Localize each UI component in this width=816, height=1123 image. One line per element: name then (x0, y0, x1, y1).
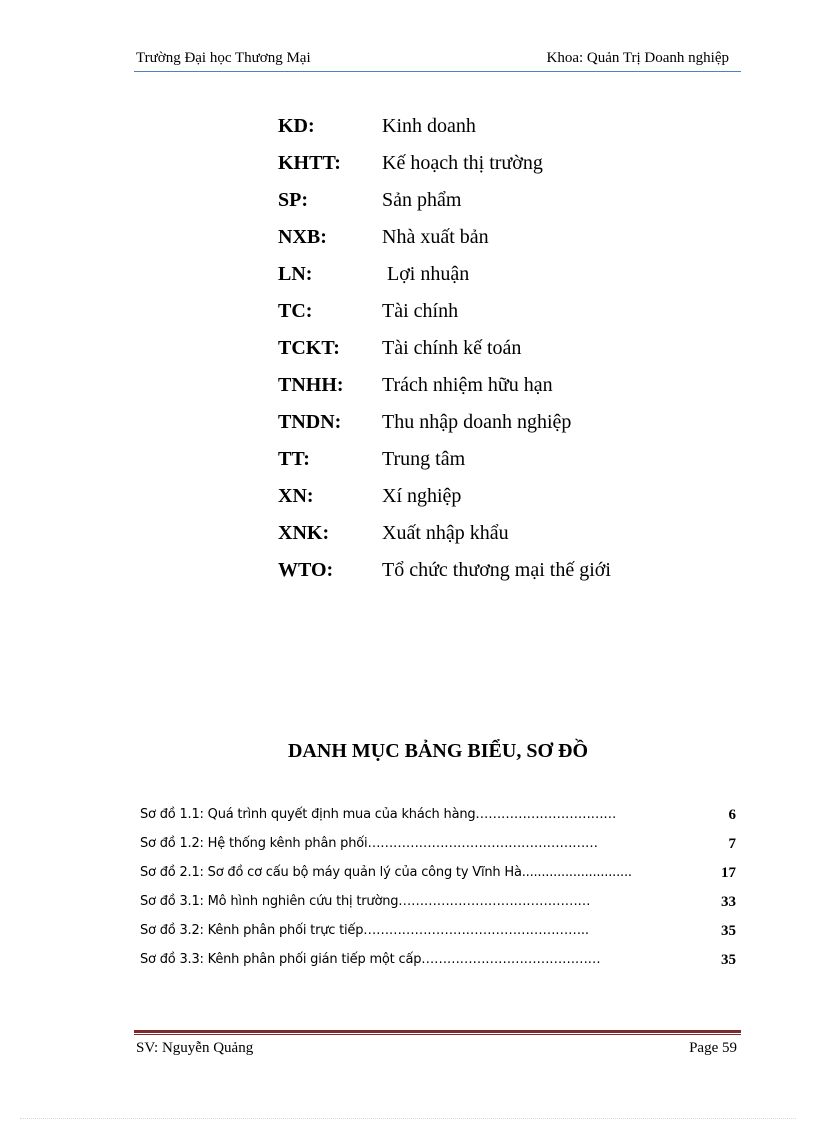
toc-entry[interactable] (140, 834, 740, 863)
header-faculty: Khoa: Quản Trị Doanh nghiệp (546, 50, 729, 66)
abbreviation-value: Tổ chức thương mại thế giới (382, 559, 611, 581)
toc-entry-text: Sơ đồ 1.2: Hệ thống kênh phân phối……………………………………………… (140, 836, 598, 851)
toc-entry-text: Sơ đồ 2.1: Sơ đồ cơ cấu bộ máy quản lý của công ty Vĩnh Hà............................ (140, 865, 632, 880)
abbreviation-row (278, 484, 698, 521)
abbreviation-row (278, 262, 698, 299)
abbreviation-value: Lợi nhuận (382, 263, 470, 285)
abbreviation-value: Xí nghiệp (382, 485, 462, 507)
abbreviation-row (278, 114, 698, 151)
abbreviation-value: Tài chính kế toán (382, 337, 522, 359)
abbreviation-value: Tài chính (382, 300, 459, 322)
header-divider (134, 71, 741, 72)
abbreviation-key: WTO: (278, 559, 334, 581)
page-header (134, 50, 741, 70)
abbreviation-key: XN: (278, 485, 314, 507)
abbreviation-key: SP: (278, 189, 308, 211)
footer-divider (134, 1030, 741, 1033)
footer-page-number: Page 59 (689, 1040, 737, 1056)
abbreviation-key: KHTT: (278, 152, 341, 174)
abbreviation-value: Kế hoạch thị trường (382, 152, 543, 174)
toc-entry-text: Sơ đồ 3.2: Kênh phân phối trực tiếp…………………………………………….. (140, 923, 589, 938)
abbreviation-key: TT: (278, 448, 310, 470)
toc-page-number: 33 (721, 894, 736, 910)
abbreviation-row (278, 373, 698, 410)
toc-page-number: 17 (721, 865, 736, 881)
abbreviation-row (278, 336, 698, 373)
abbreviation-key: KD: (278, 115, 315, 137)
toc-entry[interactable] (140, 805, 740, 834)
abbreviation-key: TCKT: (278, 337, 340, 359)
toc-page-number: 6 (728, 807, 736, 823)
toc-page-number: 35 (721, 952, 736, 968)
abbreviation-row (278, 521, 698, 558)
table-of-contents (140, 805, 740, 979)
abbreviation-list (278, 114, 698, 595)
abbreviation-value: Thu nhập doanh nghiệp (382, 411, 572, 433)
toc-entry-text: Sơ đồ 3.1: Mô hình nghiên cứu thị trường……………………………………… (140, 894, 591, 909)
abbreviation-value: Nhà xuất bản (382, 226, 489, 248)
abbreviation-value: Trung tâm (382, 448, 466, 470)
toc-entry[interactable] (140, 921, 740, 950)
footer-divider-thin (134, 1034, 741, 1035)
abbreviation-value: Sản phẩm (382, 189, 462, 211)
toc-entry[interactable] (140, 863, 740, 892)
abbreviation-row (278, 558, 698, 595)
toc-entry-text: Sơ đồ 3.3: Kênh phân phối gián tiếp một cấp…………………………………… (140, 952, 601, 967)
abbreviation-row (278, 188, 698, 225)
abbreviation-key: XNK: (278, 522, 330, 544)
abbreviation-value: Kinh doanh (382, 115, 476, 137)
abbreviation-key: NXB: (278, 226, 327, 248)
toc-page-number: 35 (721, 923, 736, 939)
page-bottom-border (20, 1118, 796, 1119)
abbreviation-row (278, 447, 698, 484)
abbreviation-value: Xuất nhập khẩu (382, 522, 509, 544)
toc-entry-text: Sơ đồ 1.1: Quá trình quyết định mua của khách hàng…………………………… (140, 807, 617, 822)
abbreviation-row (278, 410, 698, 447)
abbreviation-key: TC: (278, 300, 313, 322)
section-title: DANH MỤC BẢNG BIỂU, SƠ ĐỒ (287, 740, 589, 762)
header-school: Trường Đại học Thương Mại (136, 50, 311, 66)
abbreviation-row (278, 151, 698, 188)
abbreviation-key: LN: (278, 263, 313, 285)
footer-student: SV: Nguyễn Quảng (136, 1040, 254, 1056)
toc-entry[interactable] (140, 892, 740, 921)
abbreviation-row (278, 225, 698, 262)
toc-page-number: 7 (728, 836, 736, 852)
abbreviation-key: TNHH: (278, 374, 344, 396)
toc-entry[interactable] (140, 950, 740, 979)
abbreviation-row (278, 299, 698, 336)
abbreviation-value: Trách nhiệm hữu hạn (382, 374, 553, 396)
abbreviation-key: TNDN: (278, 411, 342, 433)
